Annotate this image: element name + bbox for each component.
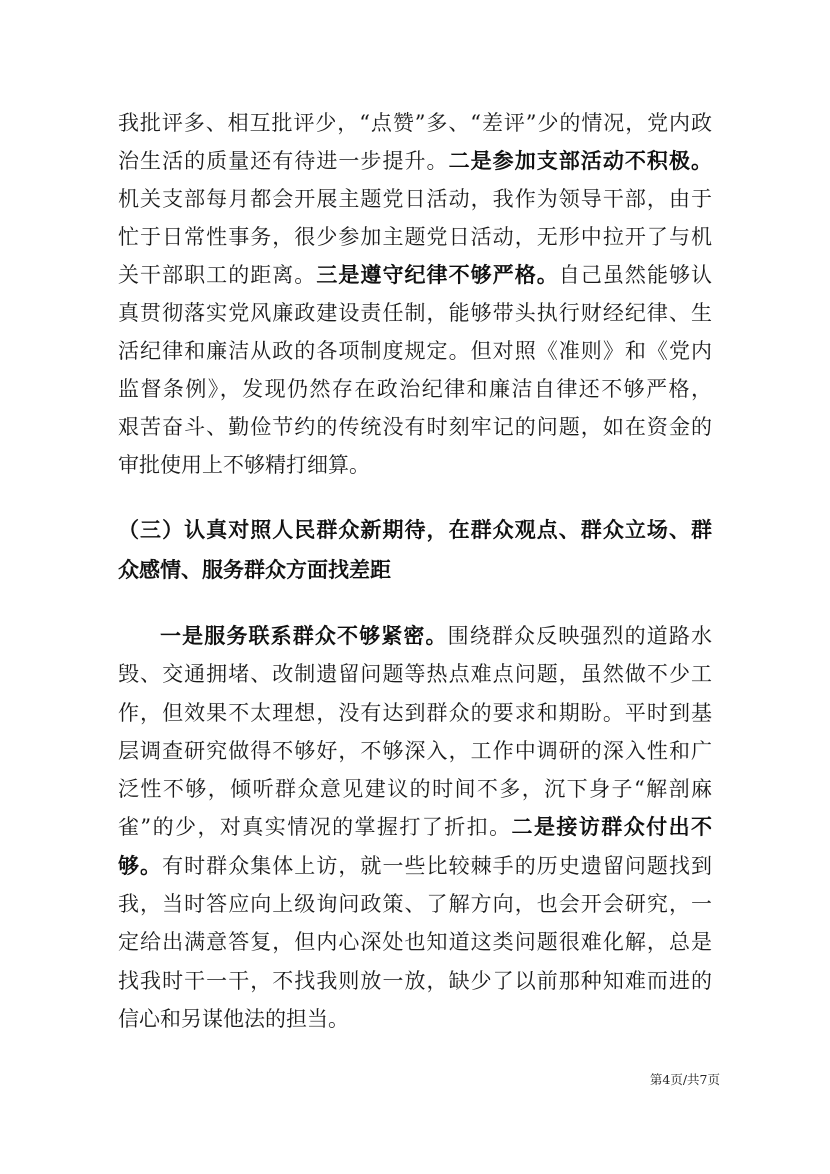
text-segment: 监督条例》，发现仍然存在政治纪律和廉洁自律还不够严格， — [118, 377, 712, 401]
heading-line: 众感情、服务群众方面找差距 — [118, 558, 391, 582]
text-segment: 治生活的质量还有待进一步提升。 — [118, 149, 449, 173]
text-line — [118, 294, 712, 332]
text-line — [118, 218, 712, 256]
text-line — [118, 808, 712, 846]
text-segment: 找我时干一干，不找我则放一放，缺少了以前那种知难而进的 — [118, 968, 712, 993]
text-line — [118, 104, 712, 142]
text-segment: 泛性不够，倾听群众意见建议的时间不多，沉下身子“解剖麻 — [118, 777, 712, 802]
text-segment: 真贯彻落实党风廉政建设责任制，能够带头执行财经纪律、生 — [118, 301, 712, 325]
text-line — [118, 694, 712, 732]
paragraph — [118, 617, 712, 1038]
text-line — [118, 732, 712, 770]
text-segment: 艰苦奋斗、勤俭节约的传统没有时刻牢记的问题，如在资金的 — [118, 415, 712, 439]
text-line — [118, 655, 712, 693]
text-segment: 活纪律和廉洁从政的各项制度规定。但对照《准则》和《党内 — [118, 339, 712, 363]
text-line — [118, 370, 712, 408]
text-line — [118, 446, 712, 484]
text-segment: 作，但效果不太理想，没有达到群众的要求和期盼。平时到基 — [118, 700, 712, 725]
text-segment: 机关支部每月都会开展主题党日活动，我作为领导干部，由于 — [118, 187, 712, 211]
text-line — [118, 142, 712, 180]
text-segment: 审批使用上不够精打细算。 — [118, 453, 370, 477]
heading-line: （三）认真对照人民群众新期待，在群众观点、群众立场、群 — [118, 518, 712, 542]
text-line — [118, 332, 712, 370]
text-line — [118, 885, 712, 923]
text-segment: 定给出满意答复，但内心深处也知道这类问题很难化解，总是 — [118, 930, 712, 955]
text-segment: 雀”的少，对真实情况的掌握打了折扣。 — [118, 815, 512, 840]
text-line — [118, 962, 712, 1000]
text-segment: 关干部职工的距离。 — [118, 263, 317, 287]
text-segment: 围绕群众反映强烈的道路水 — [447, 624, 712, 648]
text-line — [118, 923, 712, 961]
bold-key-point: 二是参加支部活动不积极。 — [448, 149, 713, 173]
bold-key-point: 三是遵守纪律不够严格。 — [316, 263, 559, 287]
bold-key-point: 一是服务联系群众不够紧密。 — [160, 624, 448, 648]
text-segment: 信心和另谋他法的担当。 — [118, 1006, 349, 1031]
text-segment: 毁、交通拥堵、改制遗留问题等热点难点问题，虽然做不少工 — [118, 662, 712, 687]
text-line — [118, 847, 712, 885]
text-segment: 有时群众集体上访，就一些比较棘手的历史遗留问题找到 — [162, 853, 712, 878]
paragraph-continued — [118, 104, 712, 484]
text-segment: 我批评多、相互批评少，“点赞”多、“差评”少的情况，党内政 — [118, 111, 712, 135]
text-line — [118, 256, 712, 294]
bold-key-point: 二是接访群众付出不 — [511, 815, 713, 840]
text-line — [118, 617, 712, 655]
text-line — [118, 1000, 712, 1038]
text-line — [118, 408, 712, 446]
section-heading — [118, 510, 712, 590]
text-line — [118, 180, 712, 218]
text-segment: 忙于日常性事务，很少参加主题党日活动，无形中拉开了与机 — [118, 225, 712, 249]
text-segment: 层调查研究做得不够好，不够深入，工作中调研的深入性和广 — [118, 738, 712, 763]
text-line — [118, 770, 712, 808]
text-segment: 我，当时答应向上级询问政策、了解方向，也会开会研究，一 — [118, 892, 712, 917]
bold-key-point: 够。 — [118, 853, 163, 878]
page-number: 第4页/共7页 — [649, 1072, 720, 1087]
text-segment: 自己虽然能够认 — [558, 263, 713, 287]
